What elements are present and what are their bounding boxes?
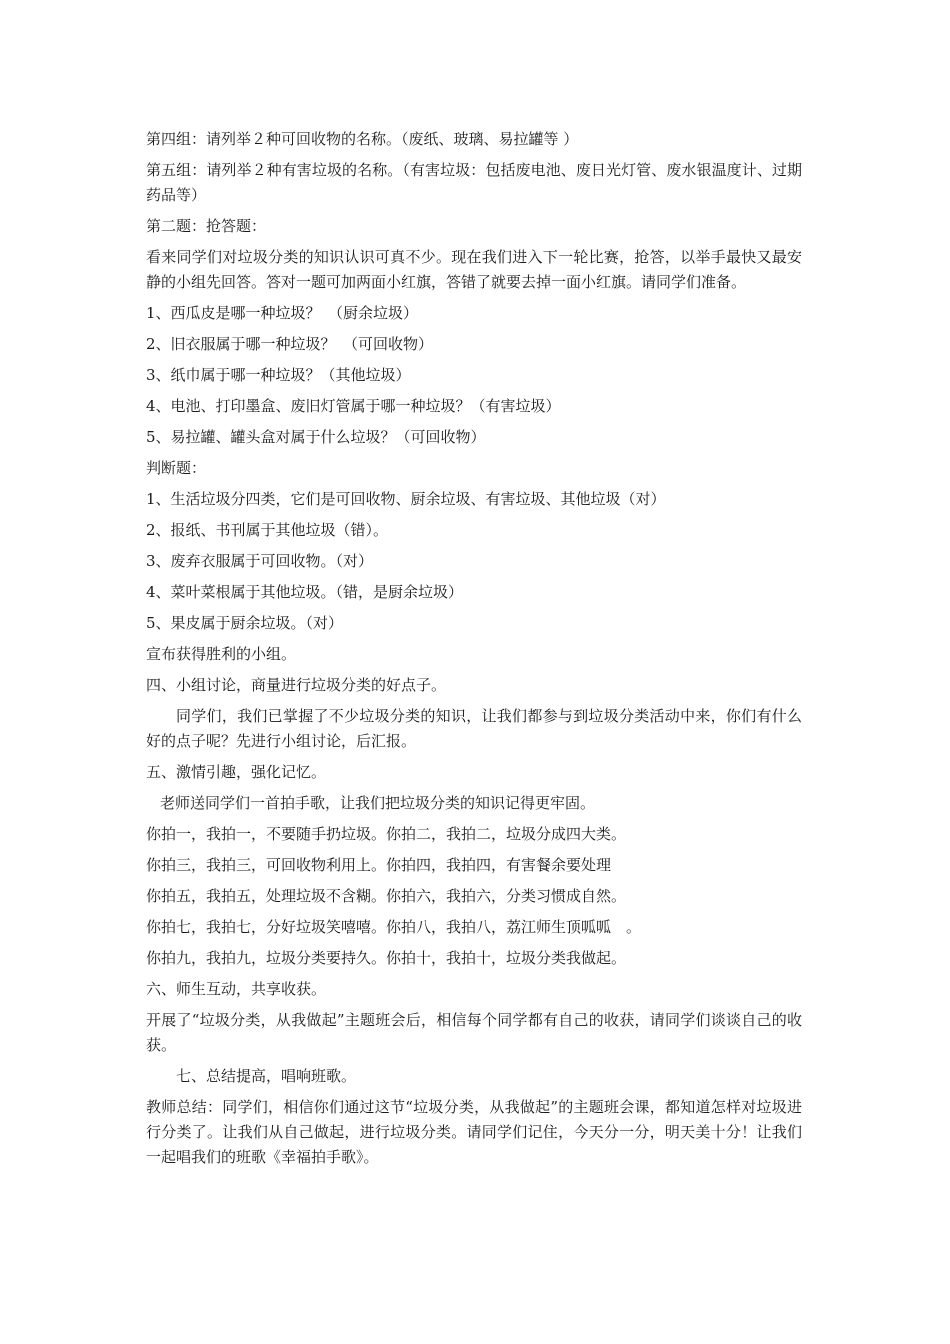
- section-heading: 七、总结提高，唱响班歌。: [176, 1067, 357, 1085]
- song-line: 你拍一，我拍一，不要随手扔垃圾。你拍二，我拍二，垃圾分成四大类。: [146, 825, 627, 843]
- judgment-item: 2、报纸、书刊属于其他垃圾（错）。: [146, 521, 389, 539]
- section-heading: 五、激情引趣，强化记忆。: [146, 763, 327, 781]
- judgment-item: 1、生活垃圾分四类，它们是可回收物、厨余垃圾、有害垃圾、其他垃圾（对）: [146, 490, 666, 508]
- section-heading: 判断题：: [146, 459, 207, 477]
- question-item: 5、易拉罐、罐头盒对属于什么垃圾？（可回收物）: [146, 428, 486, 446]
- judgment-item: 4、菜叶菜根属于其他垃圾。（错，是厨余垃圾）: [146, 583, 464, 601]
- text-paragraph: 同学们，我们已掌握了不少垃圾分类的知识，让我们都参与到垃圾分类活动中来，你们有什么好的点子呢？先进行小组讨论，后汇报。: [146, 707, 802, 750]
- text-paragraph: 第五组：请列举２种有害垃圾的名称。（有害垃圾：包括废电池、废日光灯管、废水银温度计、过期药品等）: [146, 161, 802, 204]
- document-body: [146, 124, 802, 1173]
- text-paragraph: 开展了“垃圾分类，从我做起”主题班会后，相信每个同学都有自己的收获，请同学们谈谈自己的收获。: [146, 1011, 802, 1054]
- question-item: 2、旧衣服属于哪一种垃圾？ （可回收物）: [146, 335, 434, 353]
- text-line: 第四组：请列举２种可回收物的名称。（废纸、玻璃、易拉罐等 ）: [146, 130, 579, 148]
- judgment-item: 3、废弃衣服属于可回收物。（对）: [146, 552, 374, 570]
- song-line: 你拍三，我拍三，可回收物利用上。你拍四，我拍四，有害餐余要处理: [146, 856, 612, 874]
- section-heading: 第二题：抢答题：: [146, 217, 267, 235]
- section-heading: 四、小组讨论，商量进行垃圾分类的好点子。: [146, 676, 447, 694]
- text-paragraph: 看来同学们对垃圾分类的知识认识可真不少。现在我们进入下一轮比赛，抢答，以举手最快又最安静的小组先回答。答对一题可加两面小红旗，答错了就要去掉一面小红旗。请同学们准备。: [146, 248, 802, 291]
- section-heading: 六、师生互动，共享收获。: [146, 980, 327, 998]
- text-line: 老师送同学们一首拍手歌，让我们把垃圾分类的知识记得更牢固。: [160, 794, 596, 812]
- question-item: 3、纸巾属于哪一种垃圾？（其他垃圾）: [146, 366, 411, 384]
- text-line: 宣布获得胜利的小组。: [146, 645, 297, 663]
- song-line: 你拍九，我拍九，垃圾分类要持久。你拍十，我拍十，垃圾分类我做起。: [146, 949, 627, 967]
- question-item: 4、电池、打印墨盒、废旧灯管属于哪一种垃圾？（有害垃圾）: [146, 397, 561, 415]
- text-paragraph: 教师总结：同学们，相信你们通过这节“垃圾分类，从我做起”的主题班会课，都知道怎样对垃圾进行分类了。让我们从自己做起，进行垃圾分类。请同学们记住，今天分一分，明天美十分！让我们一起唱我们的班歌《幸福拍手歌》。: [146, 1098, 802, 1166]
- question-item: 1、西瓜皮是哪一种垃圾？ （厨余垃圾）: [146, 304, 419, 322]
- judgment-item: 5、果皮属于厨余垃圾。（对）: [146, 614, 344, 632]
- song-line: 你拍五，我拍五，处理垃圾不含糊。你拍六，我拍六，分类习惯成自然。: [146, 887, 627, 905]
- song-line: 你拍七，我拍七，分好垃圾笑嘻嘻。你拍八，我拍八，荔江师生顶呱呱 。: [146, 918, 642, 936]
